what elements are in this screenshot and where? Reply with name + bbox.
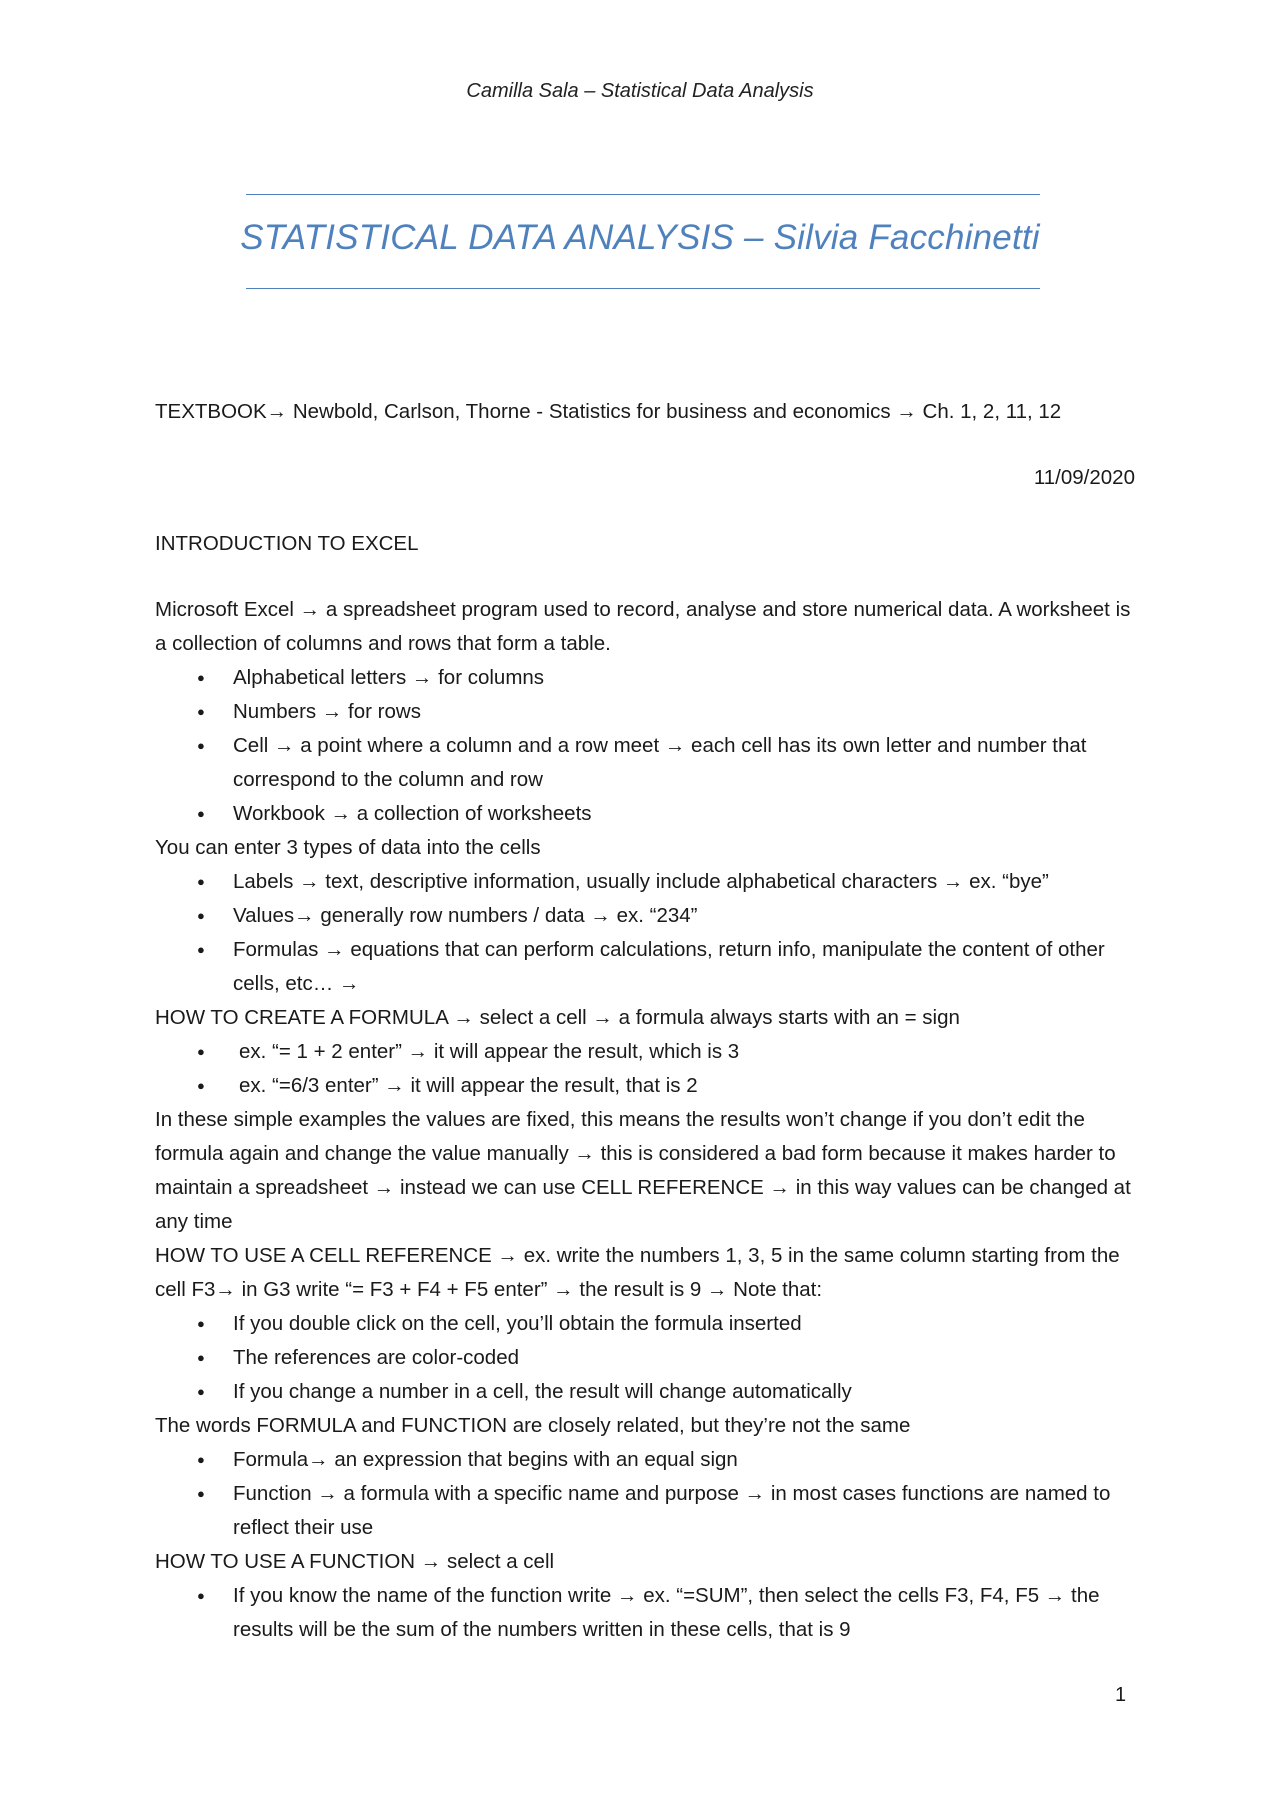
list-item: ● If you know the name of the function write → ex. “=SUM”, then select the cells F3, F4, F5 → the results will be the sum of the numbers written in these cells, that is 9: [155, 1579, 1135, 1647]
formula-function-intro: The words FORMULA and FUNCTION are closely related, but they’re not the same: [155, 1414, 911, 1437]
formula-function-bullet-list: [155, 1443, 1135, 1545]
list-item: ● Cell → a point where a column and a row meet → each cell has its own letter and number that correspond to the column and row: [155, 729, 1135, 797]
page-header: Camilla Sala – Statistical Data Analysis: [466, 80, 814, 102]
list-item: ● Numbers → for rows: [155, 695, 1135, 729]
function-bullet-list: [155, 1579, 1135, 1647]
list-item: ● If you double click on the cell, you’ll obtain the formula inserted: [155, 1307, 1135, 1341]
excel-intro-paragraph: Microsoft Excel → a spreadsheet program used to record, analyse and store numerical data. A worksheet is a collection of columns and rows that form a table.: [155, 598, 1131, 655]
data-types-intro: You can enter 3 types of data into the cells: [155, 836, 541, 859]
list-item: ● Values→ generally row numbers / data → ex. “234”: [155, 899, 1135, 933]
list-item: ● ex. “= 1 + 2 enter” → it will appear the result, which is 3: [155, 1035, 1135, 1069]
section-heading: INTRODUCTION TO EXCEL: [155, 532, 419, 555]
page-number: 1: [1115, 1684, 1127, 1706]
list-item: ● The references are color-coded: [155, 1341, 1135, 1375]
list-item: ● Function → a formula with a specific name and purpose → in most cases functions are named to reflect their use: [155, 1477, 1135, 1545]
list-item: ● Formula→ an expression that begins with an equal sign: [155, 1443, 1135, 1477]
list-item: ● ex. “=6/3 enter” → it will appear the result, that is 2: [155, 1069, 1135, 1103]
title-top-rule: [246, 194, 1040, 195]
title-bottom-rule: [246, 288, 1040, 289]
cell-reference-intro: HOW TO USE A CELL REFERENCE → ex. write the numbers 1, 3, 5 in the same column starting from the cell F3→ in G3 write “= F3 + F4 + F5 enter” → the result is 9 → Note that:: [155, 1244, 1120, 1301]
fixed-values-paragraph: In these simple examples the values are fixed, this means the results won’t change if you don’t edit the formula again and change the value manually → this is considered a bad form because it makes harder to maintain a spreadsheet → instead we can use CELL REFERENCE → in this way values can be changed at any time: [155, 1108, 1131, 1233]
function-intro: HOW TO USE A FUNCTION → select a cell: [155, 1550, 555, 1573]
formula-bullet-list: [155, 1035, 1135, 1103]
list-item: ● Alphabetical letters → for columns: [155, 661, 1135, 695]
lecture-date: 11/09/2020: [1033, 466, 1135, 489]
list-item: ● Workbook → a collection of worksheets: [155, 797, 1135, 831]
document-body: [155, 395, 1135, 1647]
list-item: ● Formulas → equations that can perform calculations, return info, manipulate the content of other cells, etc… →: [155, 933, 1135, 1001]
list-item: ● If you change a number in a cell, the result will change automatically: [155, 1375, 1135, 1409]
data-types-bullet-list: [155, 865, 1135, 1001]
list-item: ● Labels → text, descriptive information, usually include alphabetical characters → ex. “bye”: [155, 865, 1135, 899]
excel-bullet-list: [155, 661, 1135, 831]
textbook-line: TEXTBOOK→ Newbold, Carlson, Thorne - Statistics for business and economics → Ch. 1, 2, 11, 12: [155, 400, 1062, 423]
cell-reference-bullet-list: [155, 1307, 1135, 1409]
formula-intro: HOW TO CREATE A FORMULA → select a cell → a formula always starts with an = sign: [155, 1006, 960, 1029]
document-title: STATISTICAL DATA ANALYSIS – Silvia Facchinetti: [240, 218, 1040, 257]
